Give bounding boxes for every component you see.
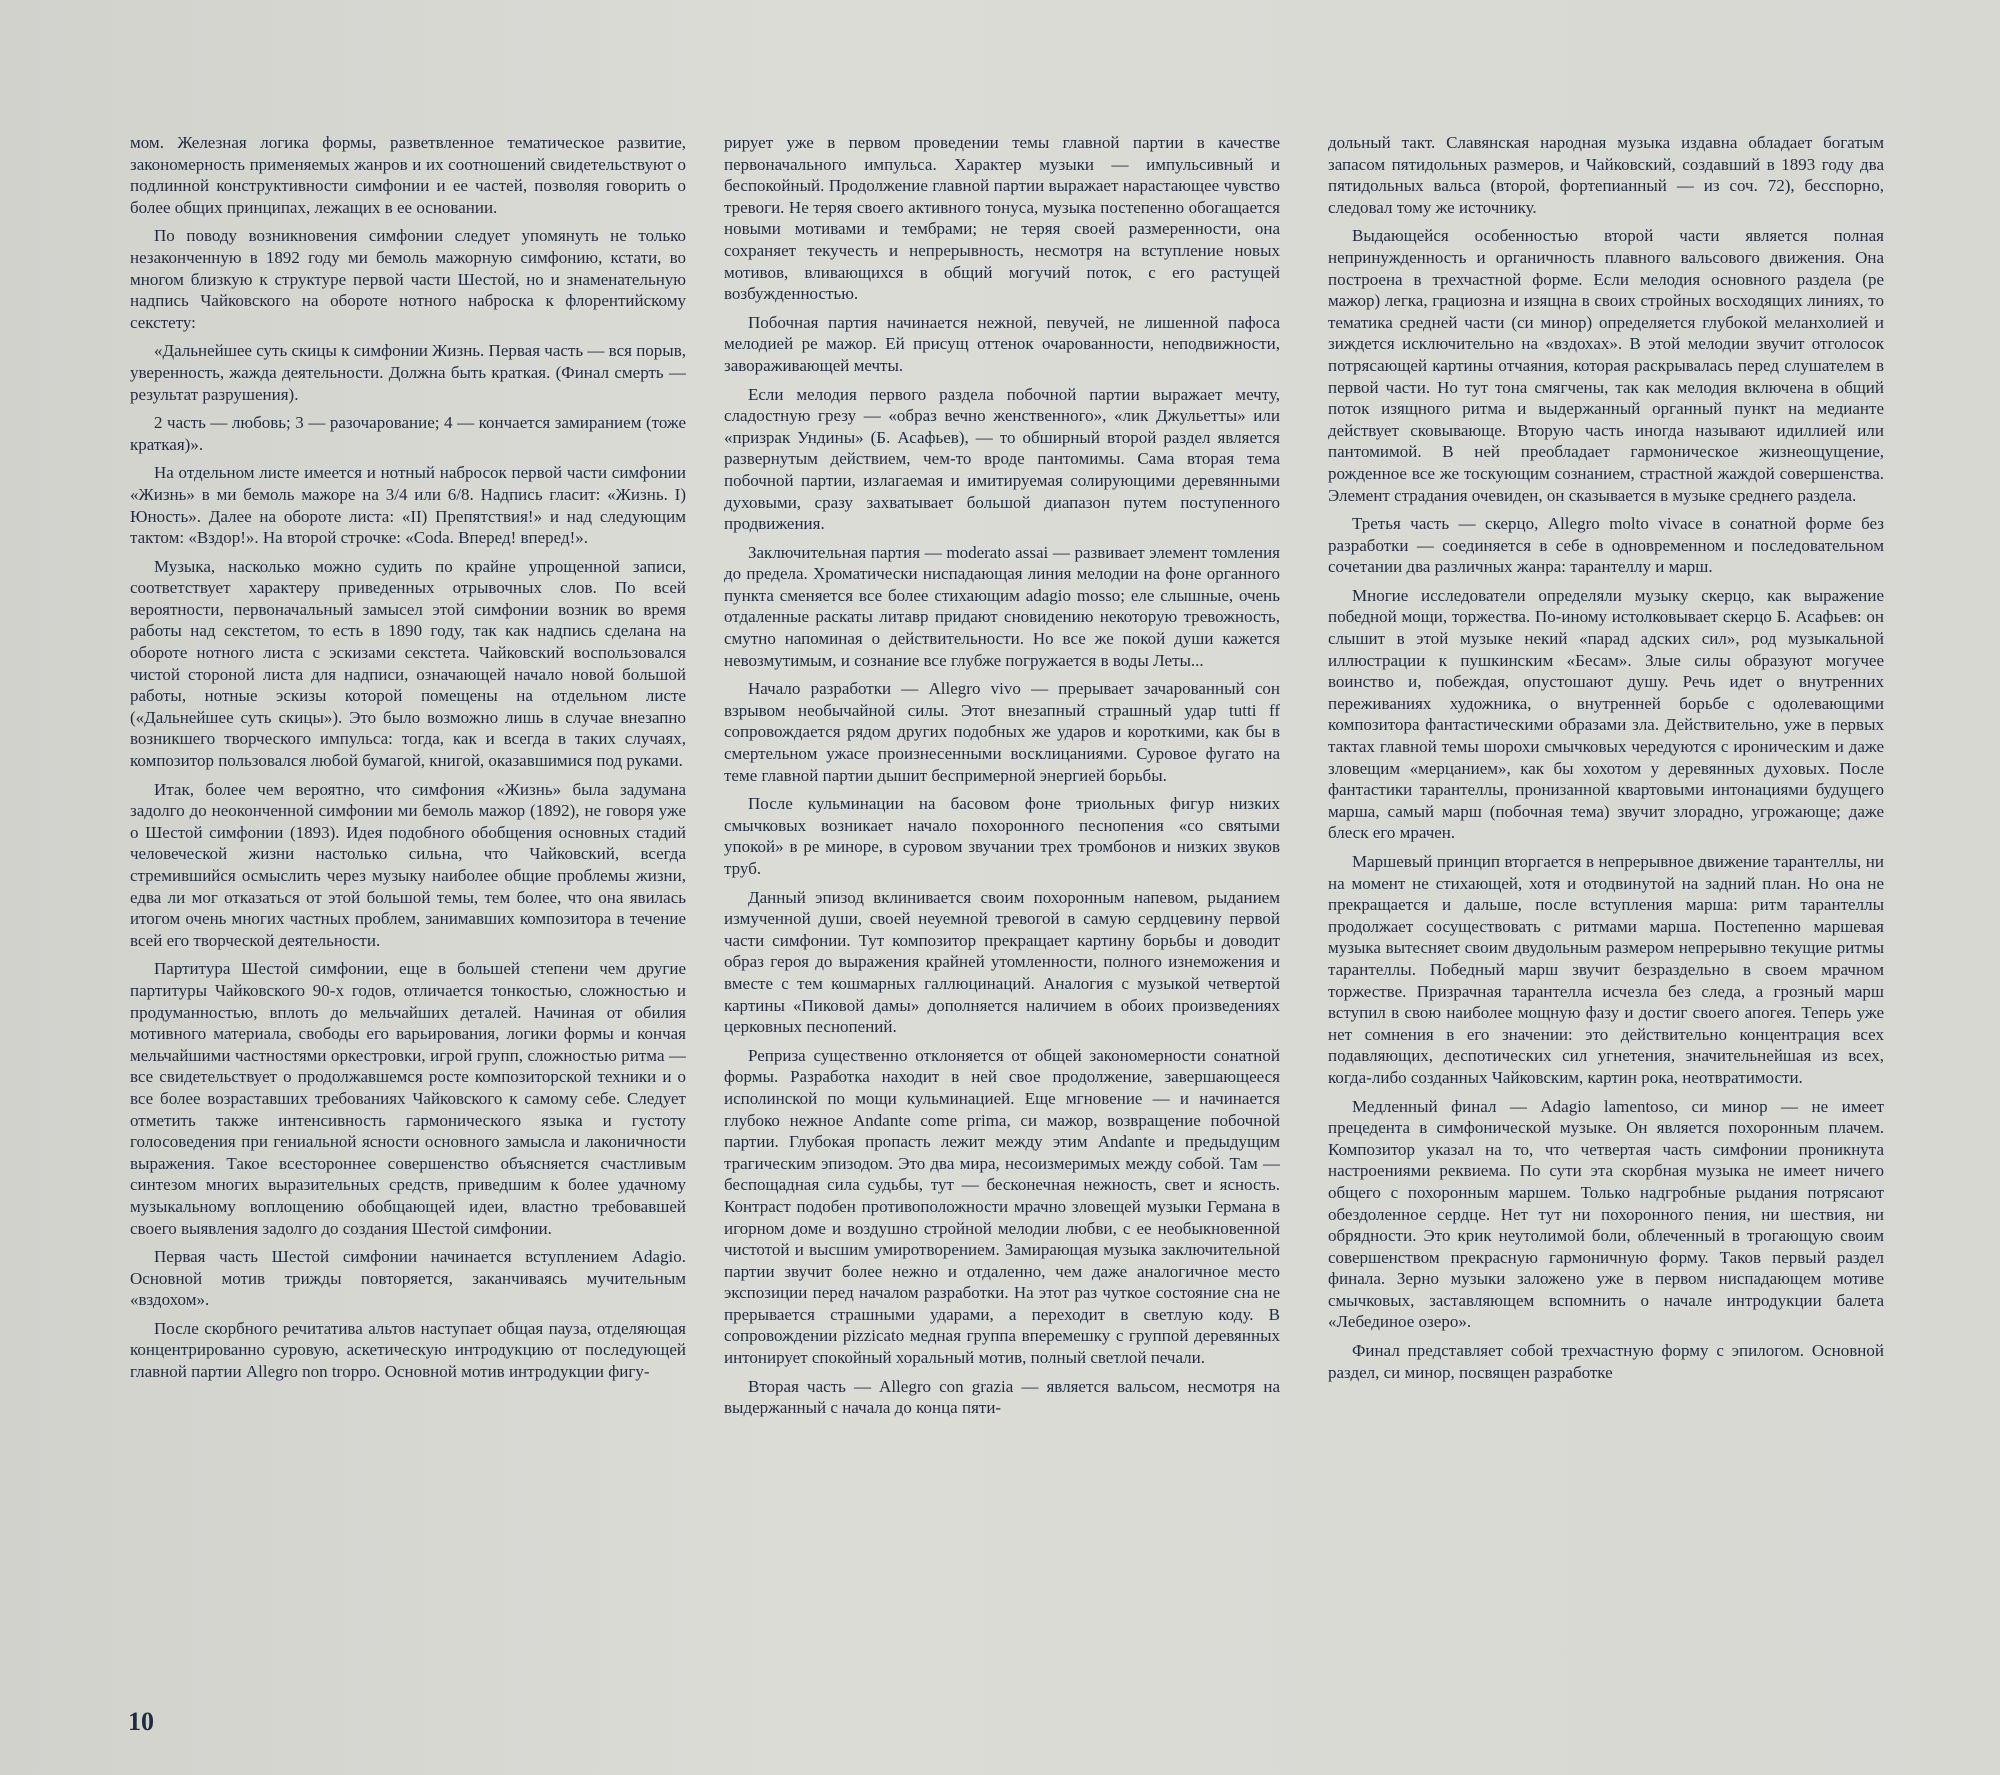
paragraph: Побочная партия начинается нежной, певучей, не лишенной пафоса мелодией ре мажор. Ей присущ оттенок очарованности, неподвижности, завораживающей мечты. <box>724 312 1280 375</box>
text-column-middle <box>724 132 1280 1652</box>
paragraph: 2 часть — любовь; 3 — разочарование; 4 — кончается замиранием (тоже краткая)». <box>130 413 686 454</box>
paragraph: Начало разработки — Allegro vivo — прерывает зачарованный сон взрывом необычайной силы. Этот внезапный страшный удар tutti ff сопровождается рядом других подобных же ударов и короткими, как бы в смертельном ужасе произнесенными восклицаниями. Суровое фугато на теме главной партии дышит беспримерной энергией борьбы. <box>724 679 1280 785</box>
paragraph: После кульминации на басовом фоне триольных фигур низких смычковых возникает начало похоронного песнопения «со святыми упокой» в ре миноре, в суровом звучании трех тромбонов и низких звуков труб. <box>724 794 1280 878</box>
paragraph: рирует уже в первом проведении темы главной партии в качестве первоначального импульса. Характер музыки — импульсивный и беспокойный. Продолжение главной партии выражает нарастающее чувство тревоги. Не теряя своего активного тонуса, музыка постепенно обогащается новыми мотивами и тембрами; не теряя своей размеренности, она сохраняет текучесть и непрерывность, несмотря на вступление новых мотивов, вливающихся в общий могучий поток, с его растущей возбужденностью. <box>724 133 1280 304</box>
paragraph: Первая часть Шестой симфонии начинается вступлением Adagio. Основной мотив трижды повторяется, заканчиваясь мучительным «вздохом». <box>130 1247 686 1310</box>
paragraph: Партитура Шестой симфонии, еще в большей степени чем другие партитуры Чайковского 90-х годов, отличается тонкостью, сложностью и продуманностью, вплоть до мельчайших деталей. Начиная от обилия мотивного материала, свободы его варьирования, логики формы и кончая мельчайшими частностями оркестровки, игрой групп, сложностью ритма — все свидетельствует о продолжавшемся росте композиторской техники и о все более возраставших требованиях Чайковского к самому себе. Следует отметить также интенсивность гармонического языка и густоту голосоведения при гениальной ясности основного замысла и лаконичности выражения. Такое всестороннее совершенство объясняется счастливым синтезом многих выразительных средств, приведшим к более удачному музыкальному воплощению обобщающей идеи, властно требовавшей своего выявления задолго до создания Шестой симфонии. <box>130 959 686 1238</box>
paragraph: мом. Железная логика формы, разветвленное тематическое развитие, закономерность применяемых жанров и их соотношений свидетельствуют о подлинной конструктивности симфонии и ее частей, позволяя говорить о более общих принципах, лежащих в ее основании. <box>130 133 686 217</box>
text-column-right <box>1328 132 1884 1652</box>
paragraph: Музыка, насколько можно судить по крайне упрощенной записи, соответствует характеру приведенных отрывочных слов. По всей вероятности, первоначальный замысел этой симфонии возник во время работы над секстетом, то есть в 1890 году, так как надпись сделана на обороте нотного листа с эскизами секстета. Чайковский воспользовался чистой стороной листа для надписи, означающей начало новой большой работы, нотные эскизы которой помещены на отдельном листе («Дальнейшее суть скицы»). Это было возможно лишь в случае внезапно возникшего творческого импульса: тогда, как и всегда в таких случаях, композитор пользовался любой бумагой, книгой, оказавшимися под руками. <box>130 556 686 771</box>
paragraph: Маршевый принцип вторгается в непрерывное движение тарантеллы, ни на момент не стихающей, хотя и отодвинутой на задний план. Но она не прекращается и дальше, после вступления марша: ритм тарантеллы продолжает сосуществовать с ритмами марша. Постепенно маршевая музыка вытесняет своим двудольным размером непрерывно текущие ритмы тарантеллы. Победный марш звучит безраздельно в своем мрачном торжестве. Призрачная тарантелла исчезла без следа, а грозный марш вступил в свою наиболее мощную фазу и достиг своего апогея. Теперь уже нет сомнения в его значении: это действительно концентрация всех подавляющих, деспотических сил угнетения, значительнейшая из всех, когда-либо созданных Чайковским, картин рока, неотвратимости. <box>1328 852 1884 1087</box>
paragraph: По поводу возникновения симфонии следует упомянуть не только незаконченную в 1892 году ми бемоль мажорную симфонию, кстати, во многом близкую к структуре первой части Шестой, но и знаменательную надпись Чайковского на обороте нотного наброска к флорентийскому секстету: <box>130 226 686 332</box>
paragraph: После скорбного речитатива альтов наступает общая пауза, отделяющая концентрированно суровую, аскетическую интродукцию от последующей главной партии Allegro non troppo. Основной мотив интродукции фигу- <box>130 1318 686 1382</box>
paragraph: Вторая часть — Allegro con grazia — является вальсом, несмотря на выдержанный с начала до конца пяти- <box>724 1376 1280 1418</box>
paragraph: Итак, более чем вероятно, что симфония «Жизнь» была задумана задолго до неоконченной симфонии ми бемоль мажор (1892), не говоря уже о Шестой симфонии (1893). Идея подобного обобщения основных стадий человеческой жизни настолько сильна, что Чайковский, всегда стремившийся осмыслить через музыку наиболее общие проблемы жизни, едва ли мог отказаться от этой большой темы, тем более, что она явилась итогом очень многих частных проблем, занимавших композитора в течение всей его творческой деятельности. <box>130 779 686 950</box>
paragraph: Финал представляет собой трехчастную форму с эпилогом. Основной раздел, си минор, посвящен разработке <box>1328 1341 1884 1382</box>
paragraph: Если мелодия первого раздела побочной партии выражает мечту, сладостную грезу — «образ вечно женственного», «лик Джульетты» или «призрак Ундины» (Б. Асафьев), — то обширный второй раздел является развернутым действием, чем-то вроде пантомимы. Сама вторая тема побочной партии, излагаемая и имитируемая солирующими деревянными духовыми, сразу захватывает большой диапазон путем поступенного продвижения. <box>724 384 1280 534</box>
paragraph: «Дальнейшее суть скицы к симфонии Жизнь. Первая часть — вся порыв, уверенность, жажда деятельности. Должна быть краткая. (Финал смерть — результат разрушения). <box>130 341 686 404</box>
paragraph: Выдающейся особенностью второй части является полная непринужденность и органичность плавного вальсового движения. Она построена в трехчастной форме. Если мелодия основного раздела (ре мажор) легка, грациозна и изящна в своих стройных восходящих линиях, то тематика средней части (си минор) определяется глубокой меланхолией и зиждется исключительно на «вздохах». В этой мелодии звучит отголосок потрясающей картины отчаяния, которая раскрывалась перед слушателем в первой части. Но тут тона смягчены, так как мелодия включена в общий поток изящного ритма и выдержанный органный пункт на медианте действует сковывающе. Вторую часть иногда называют идиллией или пантомимой. В ней преобладает гармоническое жизнеощущение, рожденное все же тоскующим сознанием, страстной жаждой совершенства. Элемент страдания очевиден, он сказывается в музыке среднего раздела. <box>1328 226 1884 505</box>
paragraph: Данный эпизод вклинивается своим похоронным напевом, рыданием измученной души, своей неуемной тревогой в самую сердцевину первой части симфонии. Тут композитор прекращает картину борьбы и доводит образ героя до выражения крайней утомленности, полного изнеможения и вместе с тем кошмарных галлюцинаций. Аналогия с музыкой четвертой картины «Пиковой дамы» дополняется наличием в обоих произведениях церковных песнопений. <box>724 887 1280 1037</box>
text-column-left <box>130 132 686 1652</box>
page-number: 10 <box>128 1707 154 1736</box>
paragraph: Медленный финал — Adagio lamentoso, си минор — не имеет прецедента в симфонической музыке. Он является похоронным плачем. Композитор указал на то, что четвертая часть симфонии проникнута настроениями реквиема. По сути эта скорбная музыка не имеет ничего общего с похоронным маршем. Только надгробные рыдания потрясают обездоленное сердце. Нет тут ни похоронного пения, ни шествия, ни обрядности. Это крик неутолимой боли, облеченный в трогающую своим совершенством прекрасную гармоничную форму. Таков первый раздел финала. Зерно музыки заложено уже в первом ниспадающем мотиве смычковых, заставляющем вспомнить о начале интродукции балета «Лебединое озеро». <box>1328 1096 1884 1332</box>
paragraph: Заключительная партия — moderato assai — развивает элемент томления до предела. Хроматически ниспадающая линия мелодии на фоне органного пункта сменяется все более стихающим adagio mosso; еле слышные, очень отдаленные раскаты литавр придают сновидению некоторую тревожность, смутно напоминая о действительности. Но все же покой души кажется невозмутимым, и сознание все глубже погружается в воды Леты... <box>724 542 1280 670</box>
paragraph: На отдельном листе имеется и нотный набросок первой части симфонии «Жизнь» в ми бемоль мажоре на 3/4 или 6/8. Надпись гласит: «Жизнь. I) Юность». Далее на обороте листа: «II) Препятствия!» и над следующим тактом: «Вздор!». На второй строчке: «Coda. Вперед! вперед!». <box>130 463 686 548</box>
paragraph: дольный такт. Славянская народная музыка издавна обладает богатым запасом пятидольных размеров, и Чайковский, создавший в 1893 году два пятидольных вальса (второй, фортепианный — из соч. 72), бесспорно, следовал тому же источнику. <box>1328 133 1884 217</box>
paragraph: Многие исследователи определяли музыку скерцо, как выражение победной мощи, торжества. По-иному истолковывает скерцо Б. Асафьев: он слышит в этой музыке некий «парад адских сил», род музыкальной иллюстрации к пушкинским «Бесам». Злые силы образуют могучее воинство и, побеждая, опустошают душу. Речь идет о внутренних переживаниях художника, о внутренней борьбе с одолевающими композитора фантастическими образами зла. Действительно, уже в первых тактах главной темы шорохи смычковых чередуются с ироническим и даже зловещим «мерцанием», как бы хохотом у деревянных духовых. После фантастики тарантеллы, пронизанной квартовыми интонациями будущего марша, самый марш (побочная тема) звучит злорадно, угрожающе; даже блеск его мрачен. <box>1328 585 1884 843</box>
paragraph: Третья часть — скерцо, Allegro molto vivace в сонатной форме без разработки — соединяется в себе в одновременном и последовательном сочетании два различных жанра: тарантеллу и марш. <box>1328 514 1884 577</box>
paragraph: Реприза существенно отклоняется от общей закономерности сонатной формы. Разработка находит в ней свое продолжение, завершающееся исполинской по мощи кульминацией. Еще мгновение — и начинается глубоко нежное Andante come prima, си мажор, возвращение побочной партии. Глубокая пропасть лежит между этим Andante и предыдущим трагическим эпизодом. Это два мира, несоизмеримых между собой. Там — беспощадная сила судьбы, тут — бесконечная нежность, свет и ясность. Контраст подобен противоположности мрачно зловещей музыки Германа в игорном доме и воздушно стройной мелодии любви, с ее необыкновенной чистотой и высшим умиротворением. Замирающая музыка заключительной партии звучит более нежно и отдаленно, чем даже аналогичное место экспозиции перед началом разработки. На этот раз чуткое состояние сна не прерывается страшными ударами, а переходит в светлую коду. В сопровождении pizzicato медная группа вперемешку с группой деревянных интонирует спокойный хоральный мотив, полный светлой печали. <box>724 1045 1280 1368</box>
